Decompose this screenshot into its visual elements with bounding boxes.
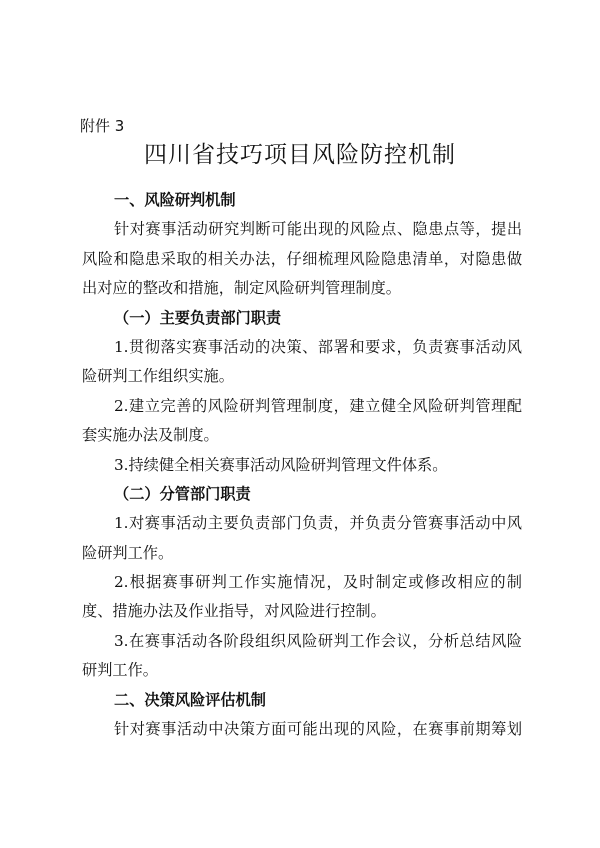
paragraph-line: 针对赛事活动中决策方面可能出现的风险，在赛事前期筹划 — [114, 720, 522, 739]
document-body — [82, 186, 522, 744]
list-item-line: 3.在赛事活动各阶段组织风险研判工作会议，分析总结风险 — [114, 631, 522, 650]
subsection-heading-main-department: （一）主要负责部门职责 — [114, 308, 282, 327]
subsection-heading-branch-department: （二）分管部门职责 — [114, 484, 251, 503]
list-item-line: 2.根据赛事研判工作实施情况，及时制定或修改相应的制 — [114, 573, 522, 592]
attachment-label: 附件 3 — [80, 117, 125, 135]
document-title: 四川省技巧项目风险防控机制 — [144, 142, 456, 168]
section-heading-decision-risk: 二、决策风险评估机制 — [114, 690, 266, 709]
list-item-line: 1.对赛事活动主要负责部门负责，并负责分管赛事活动中风 — [114, 514, 522, 533]
section-heading-risk-assessment: 一、风险研判机制 — [114, 191, 236, 209]
list-item-line: 险研判工作。 — [82, 543, 174, 562]
paragraph-line: 针对赛事活动研究判断可能出现的风险点、隐患点等，提出 — [114, 220, 522, 239]
list-item-line: 研判工作。 — [82, 661, 158, 680]
list-item-line: 3.持续健全相关赛事活动风险研判管理文件体系。 — [114, 455, 448, 474]
paragraph-line: 风险和隐患采取的相关办法，仔细梳理风险隐患清单，对隐患做 — [82, 249, 522, 268]
list-item-line: 套实施办法及制度。 — [82, 426, 219, 445]
list-item-line: 1.贯彻落实赛事活动的决策、部署和要求，负责赛事活动风 — [114, 337, 522, 356]
list-item-line: 度、措施办法及作业指导，对风险进行控制。 — [82, 602, 386, 621]
list-item-line: 2.建立完善的风险研判管理制度，建立健全风险研判管理配 — [114, 396, 522, 415]
paragraph-line: 出对应的整改和措施，制定风险研判管理制度。 — [82, 279, 401, 298]
list-item-line: 险研判工作组织实施。 — [82, 367, 234, 386]
